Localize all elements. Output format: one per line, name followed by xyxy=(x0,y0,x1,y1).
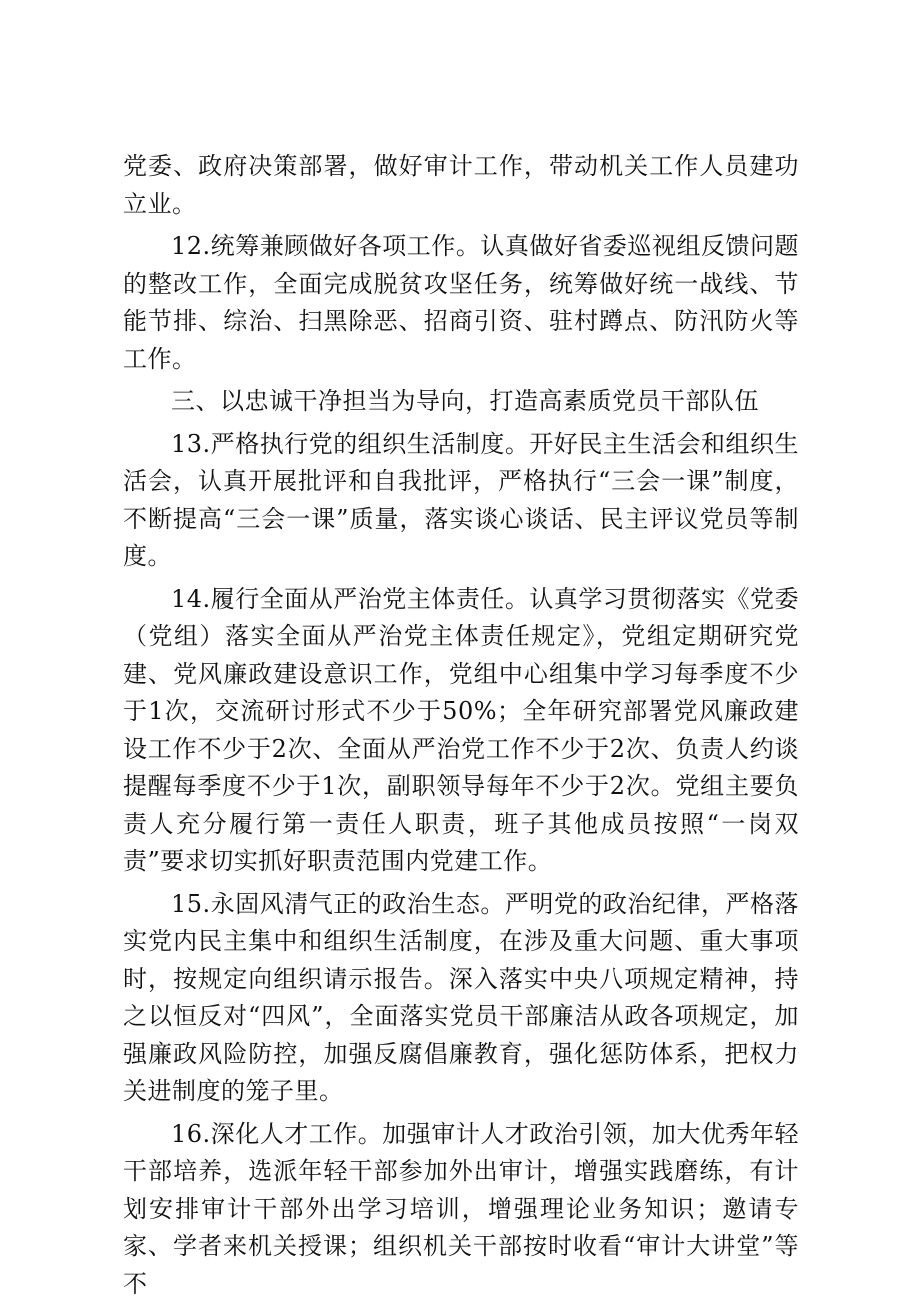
paragraph-continuation: 党委、政府决策部署，做好审计工作，带动机关工作人员建功立业。 xyxy=(123,152,799,218)
paragraph-item-14: 14.履行全面从严治党主体责任。认真学习贯彻落实《党委（党组）落实全面从严治党主体责任规定》，党组定期研究党建、党风廉政建设意识工作，党组中心组集中学习每季度不少于1次，交流研讨形式不少于50%；全年研究部署党风廉政建设工作不少于2次、全面从严治党工作不少于2次、负责人约谈提醒每季度不少于1次，副职领导每年不少于2次。党组主要负责人充分履行第一责任人职责，班子其他成员按照“一岗双责”要求切实抓好职责范围内党建工作。 xyxy=(123,584,799,875)
paragraph-item-12: 12.统筹兼顾做好各项工作。认真做好省委巡视组反馈问题的整改工作，全面完成脱贫攻坚任务，统筹做好统一战线、节能节排、综治、扫黑除恶、招商引资、驻村蹲点、防汛防火等工作。 xyxy=(123,232,799,373)
document-body xyxy=(123,148,799,1308)
paragraph-item-13: 13.严格执行党的组织生活制度。开好民主生活会和组织生活会，认真开展批评和自我批评，严格执行“三会一课”制度，不断提高“三会一课”质量，落实谈心谈话、民主评议党员等制度。 xyxy=(123,429,799,570)
paragraph-item-15: 15.永固风清气正的政治生态。严明党的政治纪律，严格落实党内民主集中和组织生活制度，在涉及重大问题、重大事项时，按规定向组织请示报告。深入落实中央八项规定精神，持之以恒反对“四风”，全面落实党员干部廉洁从政各项规定，加强廉政风险防控，加强反腐倡廉教育，强化惩防体系，把权力关进制度的笼子里。 xyxy=(123,889,799,1105)
section-heading-3: 三、以忠诚干净担当为导向，打造高素质党员干部队伍 xyxy=(171,387,759,415)
paragraph-item-16: 16.深化人才工作。加强审计人才政治引领，加大优秀年轻干部培养，选派年轻干部参加外出审计，增强实践磨练，有计划安排审计干部外出学习培训，增强理论业务知识；邀请专家、学者来机关授课；组织机关干部按时收看“审计大讲堂”等不 xyxy=(123,1119,799,1298)
